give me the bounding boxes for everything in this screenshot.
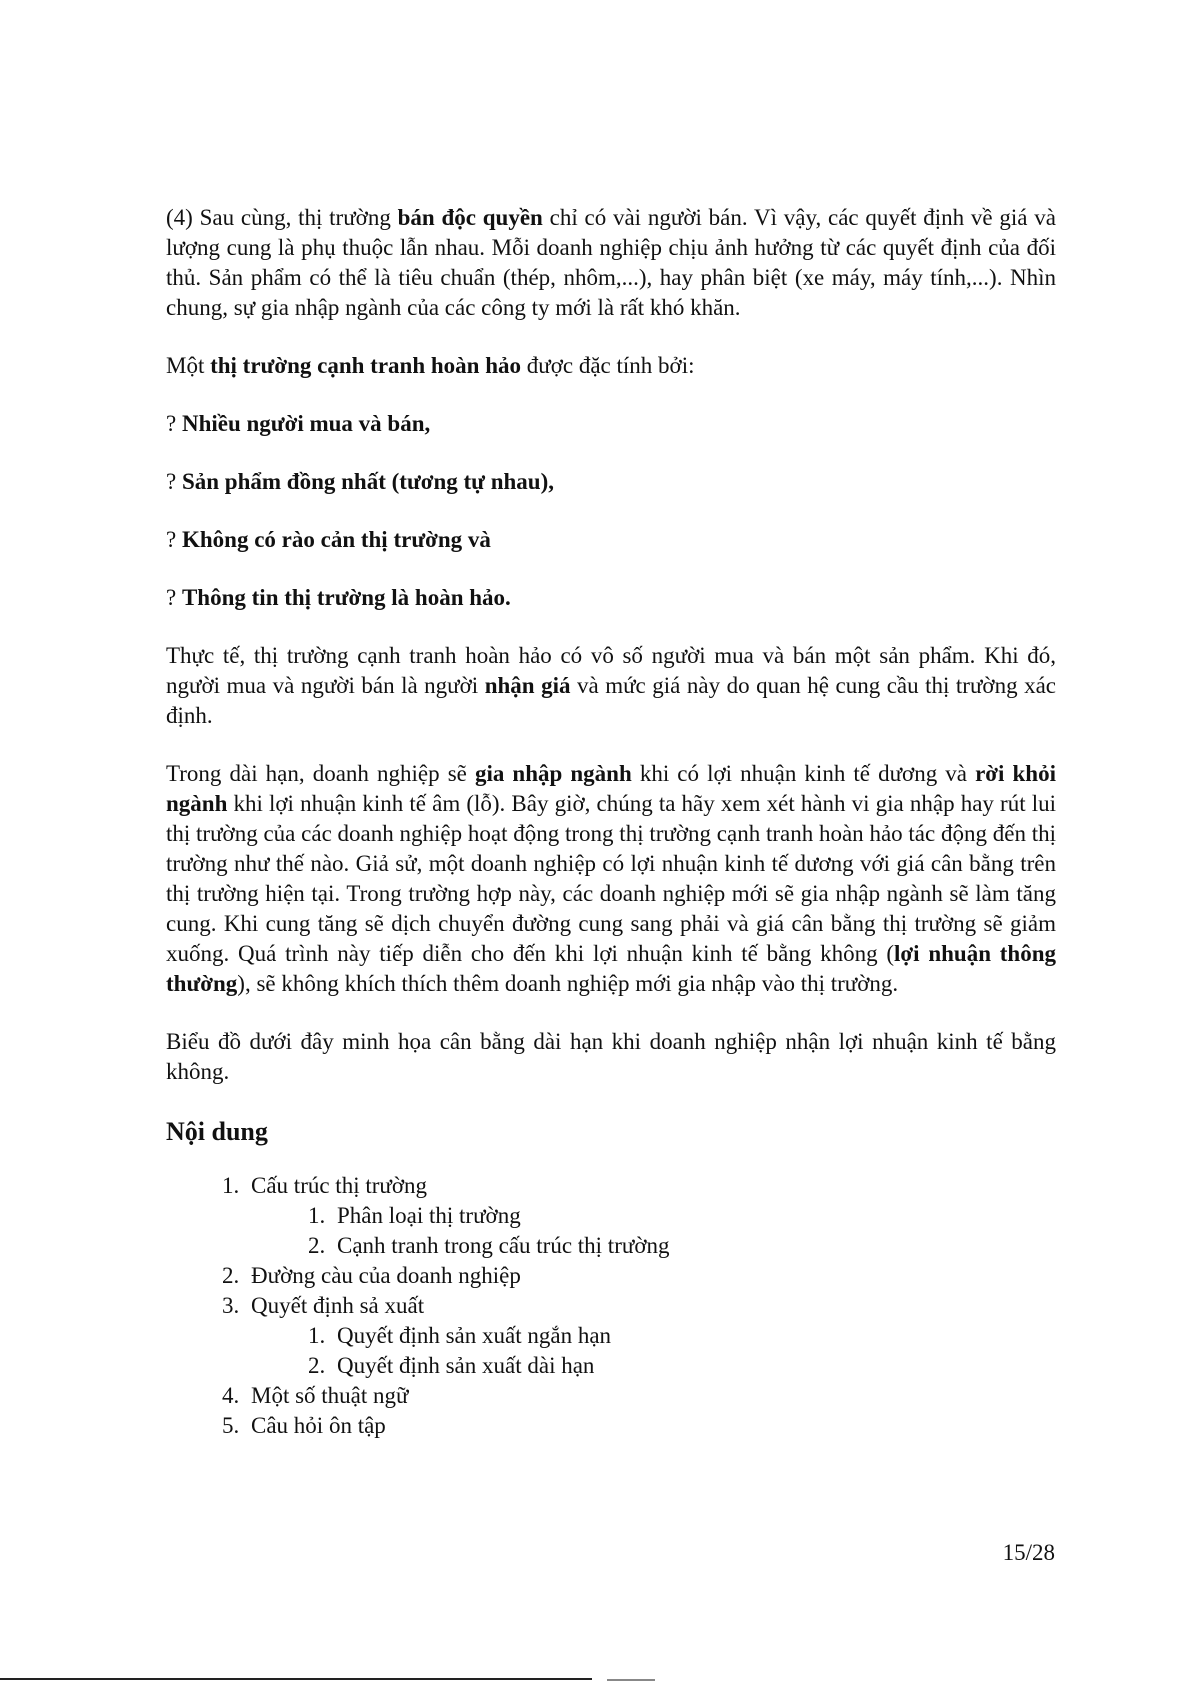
toc-heading: Nội dung: [166, 1117, 268, 1146]
term-price-taker: nhận giá: [484, 673, 571, 698]
bullet-item: ? Không có rào cản thị trường và: [166, 527, 491, 552]
toc-subitem[interactable]: 2. Cạnh tranh trong cấu trúc thị trường: [331, 1231, 1056, 1261]
document-body: [166, 203, 1056, 1441]
term-normal-profit: lợi nhuận thông thường: [166, 941, 1056, 996]
toc-subitem[interactable]: 2. Quyết định sản xuất dài hạn: [331, 1351, 1056, 1381]
paragraph-chart-intro: Biểu đồ dưới đây minh họa cân bằng dài hạn khi doanh nghiệp nhận lợi nhuận kinh tế bằng không.: [166, 1029, 1056, 1084]
paragraph-perfect-competition-intro: Một thị trường cạnh tranh hoàn hảo được đặc tính bởi:: [166, 353, 695, 378]
paragraph-long-run: Trong dài hạn, doanh nghiệp sẽ gia nhập ngành khi có lợi nhuận kinh tế dương và rời khỏi ngành khi lợi nhuận kinh tế âm (lỗ). Bây giờ, chúng ta hãy xem xét hành vi gia nhập hay rút lui thị trường của các doanh nghiệp hoạt động trong thị trường cạnh tranh hoàn hảo tác động đến thị trường như thế nào. Giả sử, một doanh nghiệp có lợi nhuận kinh tế dương với giá cân bằng trên thị trường hiện tại. Trong trường hợp này, các doanh nghiệp mới sẽ gia nhập ngành sẽ làm tăng cung. Khi cung tăng sẽ dịch chuyển đường cung sang phải và giá cân bằng thị trường sẽ giảm xuống. Quá trình này tiếp diễn cho đến khi lợi nhuận kinh tế bằng không (lợi nhuận thông thường), sẽ không khích thích thêm doanh nghiệp mới gia nhập vào thị trường.: [166, 761, 1056, 996]
page-number: 15/28: [1002, 1540, 1055, 1565]
toc-item[interactable]: 4. Một số thuật ngữ: [245, 1381, 1056, 1411]
bullet-marker: ?: [166, 585, 182, 610]
bullet-marker: ?: [166, 469, 182, 494]
footer-mark: [607, 1679, 655, 1681]
toc-item[interactable]: 5. Câu hỏi ôn tập: [245, 1411, 1056, 1441]
bullet-marker: ?: [166, 411, 182, 436]
footer-divider: [0, 1678, 592, 1680]
toc-subitem[interactable]: 1. Phân loại thị trường: [331, 1201, 1056, 1231]
term-oligopoly: bán độc quyền: [397, 205, 543, 230]
bullet-item: ? Nhiều người mua và bán,: [166, 411, 431, 436]
toc-sublist: [251, 1321, 1056, 1381]
paragraph-price-taker: Thực tế, thị trường cạnh tranh hoàn hảo có vô số người mua và bán một sản phẩm. Khi đó, người mua và người bán là người nhận giá và mức giá này do quan hệ cung cầu thị trường xác định.: [166, 643, 1057, 728]
bullet-marker: ?: [166, 527, 182, 552]
bullet-item: ? Thông tin thị trường là hoàn hảo.: [166, 585, 511, 610]
term-enter-industry: gia nhập ngành: [474, 761, 632, 786]
term-perfect-competition: thị trường cạnh tranh hoàn hảo: [210, 353, 521, 378]
bullet-item: ? Sản phẩm đồng nhất (tương tự nhau),: [166, 469, 555, 494]
toc-item[interactable]: 3. Quyết định sả xuất 1. Quyết định sản xuất ngắn hạn 2. Quyết định sản xuất dài hạn: [245, 1291, 1056, 1381]
toc-subitem[interactable]: 1. Quyết định sản xuất ngắn hạn: [331, 1321, 1056, 1351]
paragraph-oligopoly: (4) Sau cùng, thị trường bán độc quyền chỉ có vài người bán. Vì vậy, các quyết định về giá và lượng cung là phụ thuộc lẫn nhau. Mỗi doanh nghiệp chịu ảnh hưởng từ các quyết định của đối thủ. Sản phẩm có thể là tiêu chuẩn (thép, nhôm,...), hay phân biệt (xe máy, máy tính,...). Nhìn chung, sự gia nhập ngành của các công ty mới là rất khó khăn.: [166, 205, 1056, 320]
toc-item[interactable]: 2. Đường càu của doanh nghiệp: [245, 1261, 1056, 1291]
toc-item[interactable]: 1. Cấu trúc thị trường 1. Phân loại thị trường 2. Cạnh tranh trong cấu trúc thị trường: [245, 1171, 1056, 1261]
toc-sublist: [251, 1201, 1056, 1261]
term-exit-industry: rời khỏi ngành: [166, 761, 1056, 816]
toc-list: [166, 1171, 1056, 1441]
